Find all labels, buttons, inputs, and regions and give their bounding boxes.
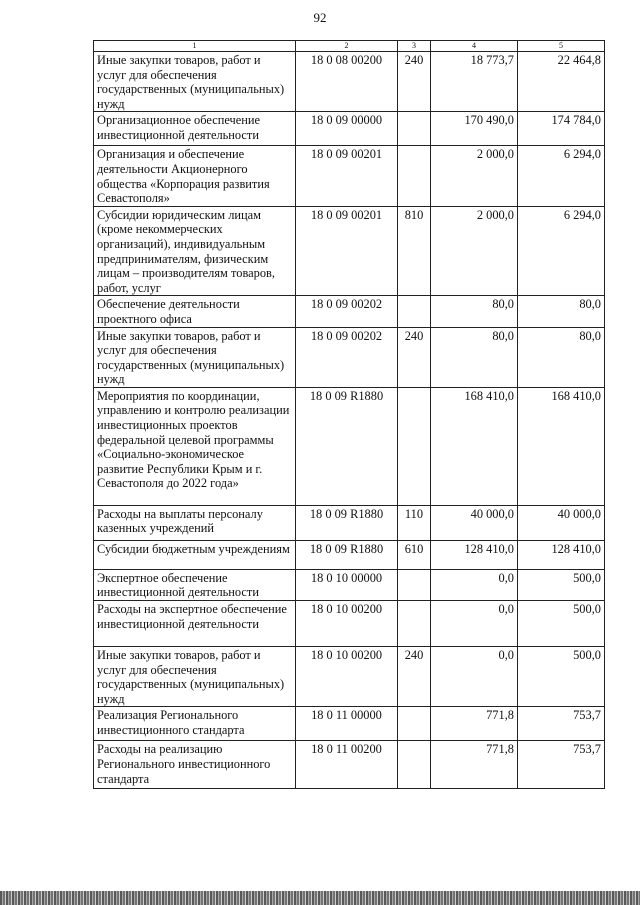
- row-value-2021-cell: 168 410,0: [431, 387, 518, 505]
- row-name-cell: Реализация Регионального инвестиционного стандарта: [94, 707, 296, 741]
- row-code-cell: 18 0 10 00200: [296, 647, 398, 707]
- header-cell: 3: [398, 41, 431, 52]
- row-name-cell: Организационное обеспечение инвестиционной деятельности: [94, 112, 296, 146]
- header-cell: 5: [518, 41, 605, 52]
- row-code-cell: 18 0 08 00200: [296, 52, 398, 112]
- row-name-cell: Расходы на экспертное обеспечение инвестиционной деятельности: [94, 601, 296, 647]
- row-type-cell: 810: [398, 206, 431, 296]
- row-name-cell: Субсидии бюджетным учреждениям: [94, 540, 296, 569]
- table-row: [94, 146, 605, 206]
- row-code-cell: 18 0 10 00200: [296, 601, 398, 647]
- row-value-2021-cell: 170 490,0: [431, 112, 518, 146]
- row-value-2022-cell: 753,7: [518, 741, 605, 789]
- row-type-cell: [398, 387, 431, 505]
- row-value-2021-cell: 18 773,7: [431, 52, 518, 112]
- row-value-2021-cell: 771,8: [431, 741, 518, 789]
- row-code-cell: 18 0 09 R1880: [296, 505, 398, 540]
- row-value-2022-cell: 168 410,0: [518, 387, 605, 505]
- table-row: [94, 647, 605, 707]
- row-code-cell: 18 0 09 R1880: [296, 387, 398, 505]
- row-code-cell: 18 0 09 R1880: [296, 540, 398, 569]
- row-value-2021-cell: 0,0: [431, 647, 518, 707]
- row-type-cell: 240: [398, 52, 431, 112]
- row-value-2022-cell: 753,7: [518, 707, 605, 741]
- row-type-cell: [398, 741, 431, 789]
- budget-table: [93, 40, 605, 789]
- row-value-2021-cell: 80,0: [431, 296, 518, 327]
- row-code-cell: 18 0 10 00000: [296, 569, 398, 600]
- row-name-cell: Организация и обеспечение деятельности Акционерного общества «Корпорация развития Севастополя»: [94, 146, 296, 206]
- row-type-cell: [398, 569, 431, 600]
- row-value-2022-cell: 500,0: [518, 569, 605, 600]
- row-type-cell: 240: [398, 647, 431, 707]
- table-row: [94, 387, 605, 505]
- row-type-cell: [398, 296, 431, 327]
- row-type-cell: [398, 601, 431, 647]
- page-number: 92: [313, 10, 327, 25]
- row-type-cell: 240: [398, 327, 431, 387]
- row-value-2022-cell: 500,0: [518, 647, 605, 707]
- row-name-cell: Мероприятия по координации, управлению и контролю реализации инвестиционных проектов федеральной целевой программы «Социально-экономическое развитие Республики Крым и г. Севастополя до 2022 года»: [94, 387, 296, 505]
- row-value-2022-cell: 174 784,0: [518, 112, 605, 146]
- row-value-2021-cell: 2 000,0: [431, 146, 518, 206]
- row-type-cell: 110: [398, 505, 431, 540]
- row-type-cell: 610: [398, 540, 431, 569]
- row-value-2021-cell: 128 410,0: [431, 540, 518, 569]
- row-name-cell: Иные закупки товаров, работ и услуг для обеспечения государственных (муниципальных) нужд: [94, 327, 296, 387]
- row-name-cell: Иные закупки товаров, работ и услуг для обеспечения государственных (муниципальных) нужд: [94, 52, 296, 112]
- row-code-cell: 18 0 11 00200: [296, 741, 398, 789]
- table-row: [94, 707, 605, 741]
- row-name-cell: Субсидии юридическим лицам (кроме некоммерческих организаций), индивидуальным предпринимателям, физическим лицам – производителям товаров, работ, услуг: [94, 206, 296, 296]
- table-row: [94, 741, 605, 789]
- row-value-2022-cell: 500,0: [518, 601, 605, 647]
- table-row: [94, 52, 605, 112]
- table-row: [94, 505, 605, 540]
- row-type-cell: [398, 112, 431, 146]
- row-value-2022-cell: 80,0: [518, 327, 605, 387]
- row-code-cell: 18 0 09 00202: [296, 296, 398, 327]
- row-name-cell: Иные закупки товаров, работ и услуг для обеспечения государственных (муниципальных) нужд: [94, 647, 296, 707]
- row-value-2021-cell: 40 000,0: [431, 505, 518, 540]
- row-type-cell: [398, 707, 431, 741]
- row-name-cell: Обеспечение деятельности проектного офиса: [94, 296, 296, 327]
- row-name-cell: Расходы на выплаты персоналу казенных учреждений: [94, 505, 296, 540]
- row-value-2022-cell: 22 464,8: [518, 52, 605, 112]
- row-code-cell: 18 0 09 00201: [296, 146, 398, 206]
- row-value-2022-cell: 6 294,0: [518, 146, 605, 206]
- row-value-2021-cell: 80,0: [431, 327, 518, 387]
- header-cell: 1: [94, 41, 296, 52]
- row-value-2021-cell: 0,0: [431, 569, 518, 600]
- row-code-cell: 18 0 09 00201: [296, 206, 398, 296]
- table-row: [94, 327, 605, 387]
- header-cell: 4: [431, 41, 518, 52]
- row-code-cell: 18 0 11 00000: [296, 707, 398, 741]
- row-type-cell: [398, 146, 431, 206]
- row-value-2022-cell: 6 294,0: [518, 206, 605, 296]
- table-row: [94, 296, 605, 327]
- table-row: [94, 569, 605, 600]
- row-code-cell: 18 0 09 00000: [296, 112, 398, 146]
- row-name-cell: Экспертное обеспечение инвестиционной деятельности: [94, 569, 296, 600]
- table-row: [94, 540, 605, 569]
- header-cell: 2: [296, 41, 398, 52]
- row-value-2021-cell: 2 000,0: [431, 206, 518, 296]
- scan-edge-artifact: [0, 891, 640, 905]
- table-row: [94, 206, 605, 296]
- row-code-cell: 18 0 09 00202: [296, 327, 398, 387]
- row-value-2022-cell: 80,0: [518, 296, 605, 327]
- row-value-2021-cell: 771,8: [431, 707, 518, 741]
- row-value-2022-cell: 128 410,0: [518, 540, 605, 569]
- row-value-2021-cell: 0,0: [431, 601, 518, 647]
- row-value-2022-cell: 40 000,0: [518, 505, 605, 540]
- table-row: [94, 112, 605, 146]
- table-row: [94, 601, 605, 647]
- table-header-row: [94, 41, 605, 52]
- row-name-cell: Расходы на реализацию Регионального инвестиционного стандарта: [94, 741, 296, 789]
